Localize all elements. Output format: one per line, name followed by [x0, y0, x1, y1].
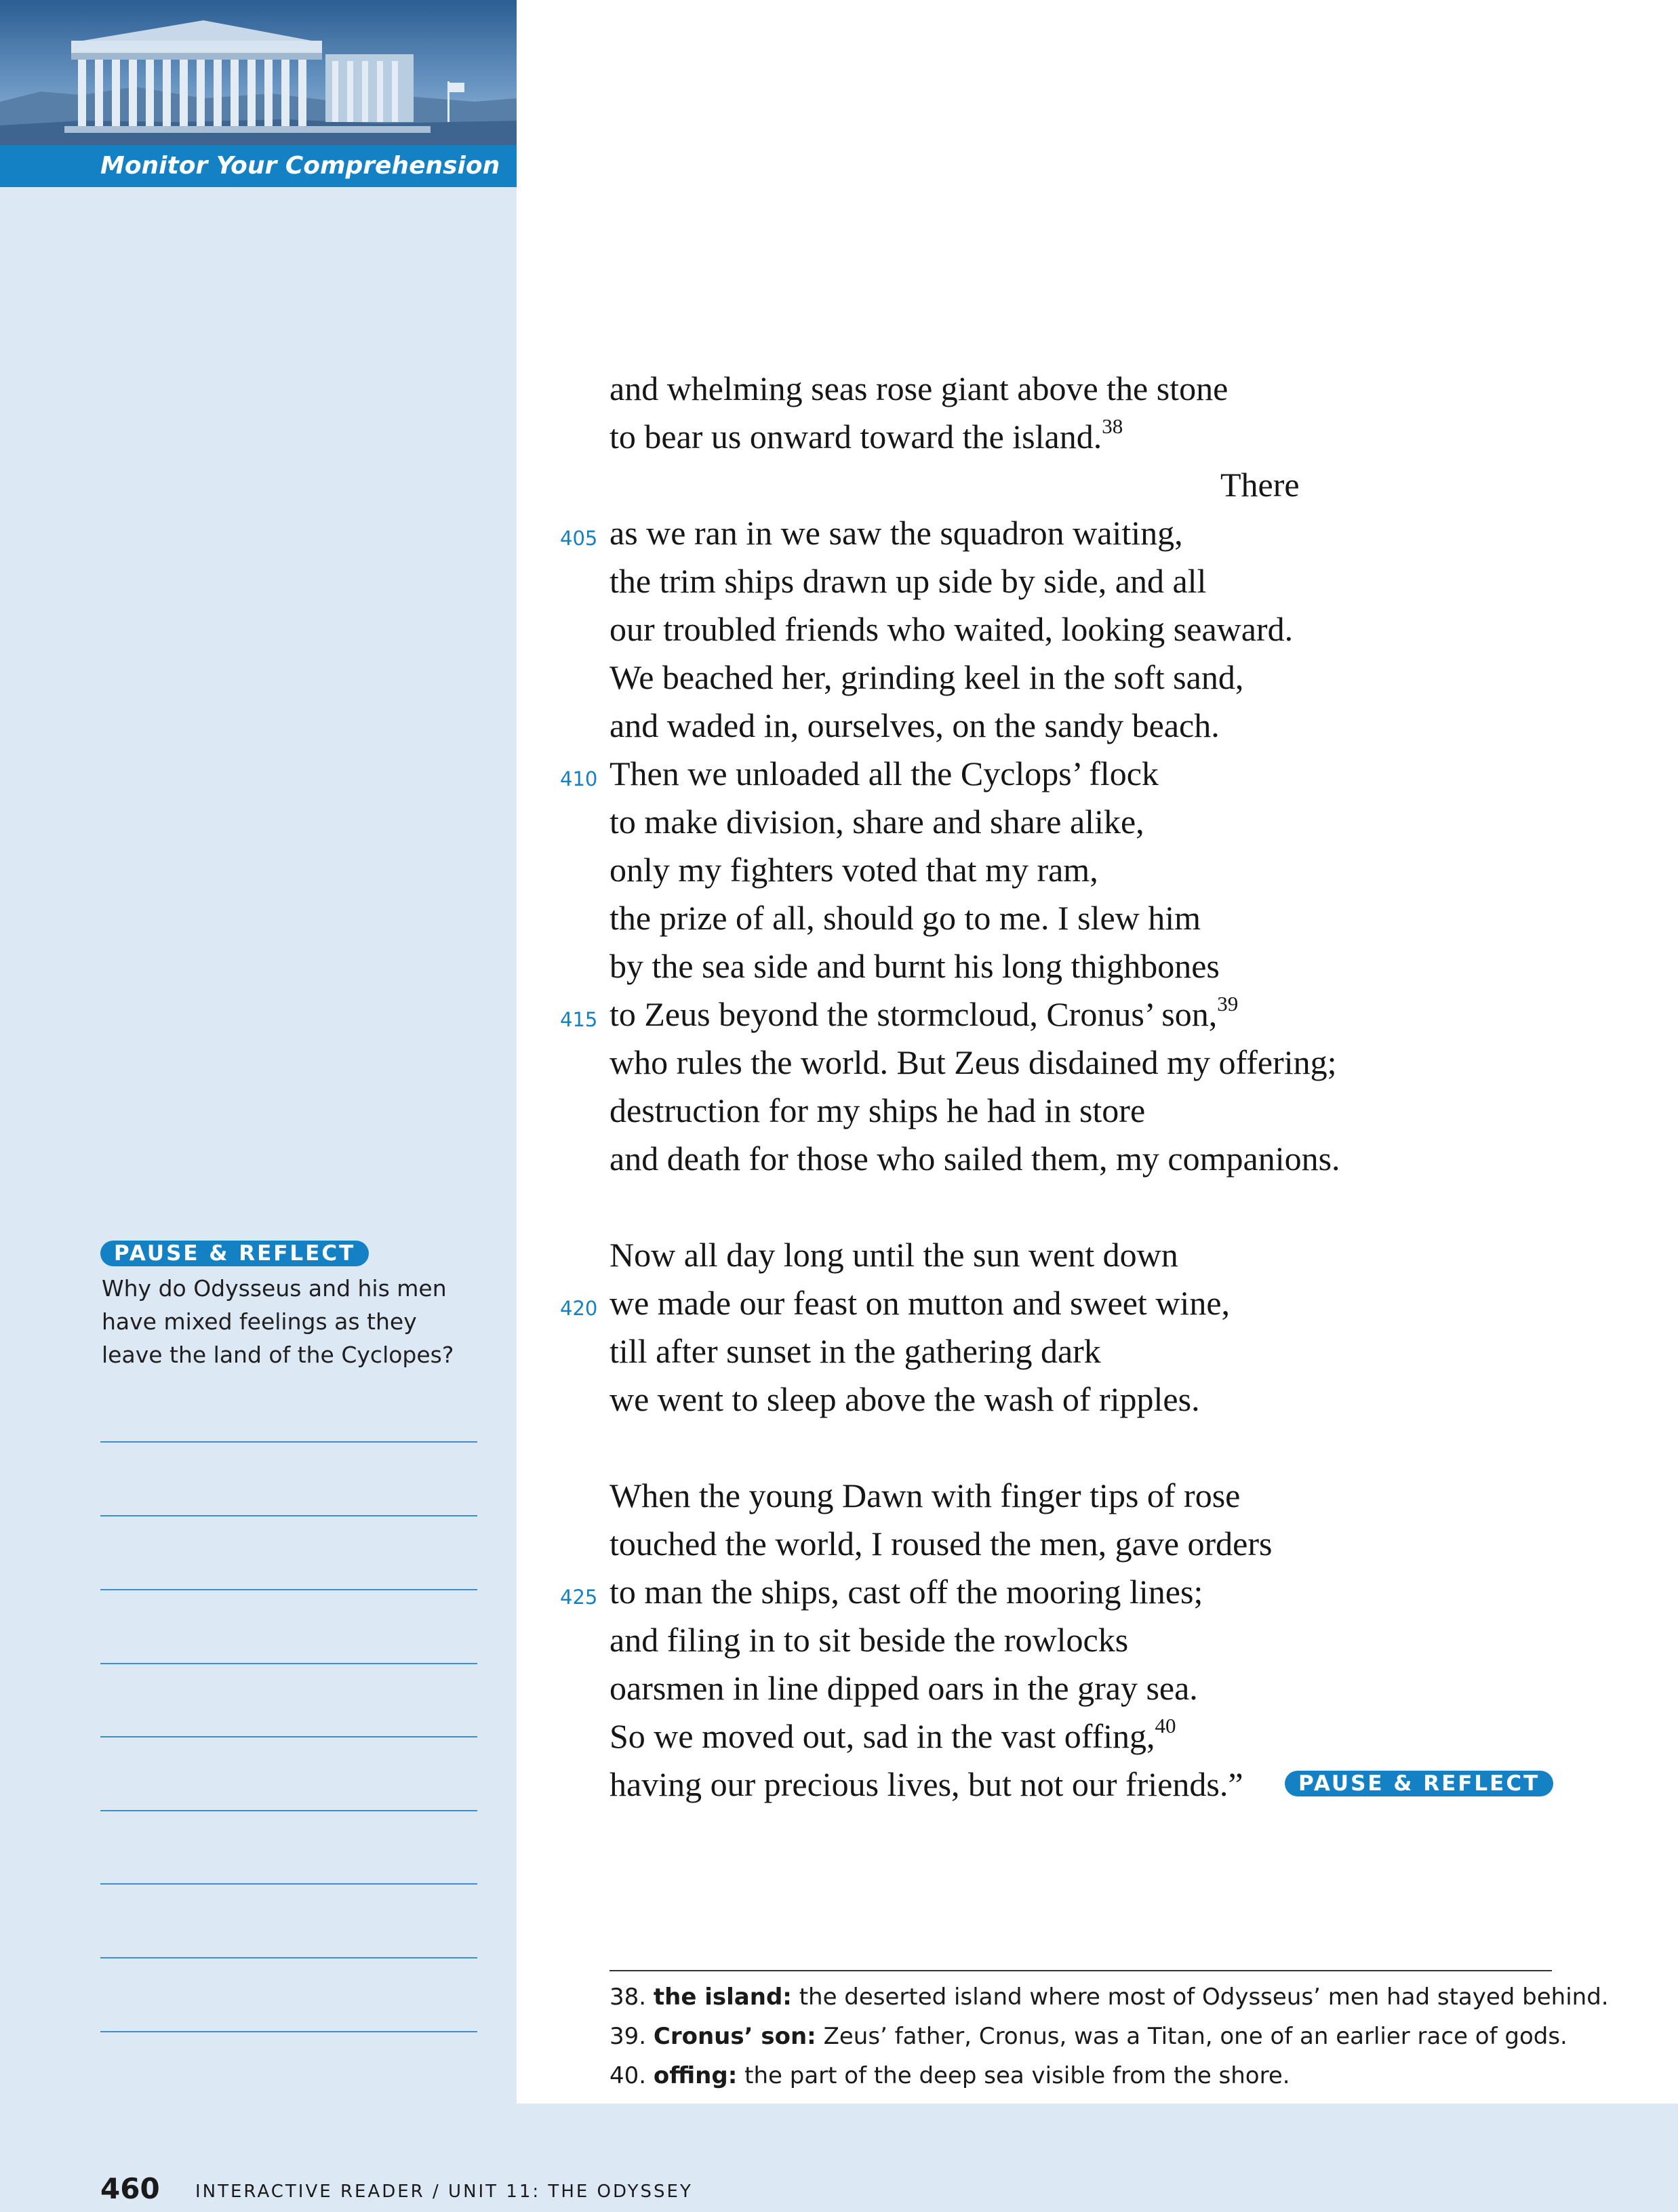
footnote-term: Cronus’ son: — [653, 2023, 816, 2050]
footnote-text: the deserted island where most of Odysseus’ men had stayed behind. — [799, 1984, 1609, 2011]
poem-line: we made our feast on mutton and sweet wine, — [610, 1284, 1231, 1322]
footnote-term: offing: — [653, 2062, 738, 2089]
running-head: INTERACTIVE READER / UNIT 11: THE ODYSSEY — [195, 2181, 693, 2202]
footnote-text: the part of the deep sea visible from the shore. — [744, 2062, 1290, 2089]
answer-line[interactable] — [100, 1736, 477, 1737]
poem-line: our troubled friends who waited, looking seaward. — [610, 610, 1294, 648]
poem-line-text: to bear us onward toward the island. — [610, 418, 1102, 456]
poem-line: and whelming seas rose giant above the stone — [610, 369, 1228, 407]
answer-line[interactable] — [100, 1589, 477, 1590]
poem-line: There — [1220, 466, 1300, 504]
parthenon-photo — [0, 0, 517, 145]
poem-line: by the sea side and burnt his long thighbones — [610, 947, 1220, 985]
poem-line: we went to sleep above the wash of ripples. — [610, 1380, 1200, 1418]
reflect-question: Why do Odysseus and his men have mixed feelings as they leave the land of the Cyclopes? — [102, 1275, 454, 1368]
poem-line-text: to Zeus beyond the stormcloud, Cronus’ son, — [610, 995, 1218, 1033]
poem-line: We beached her, grinding keel in the soft sand, — [610, 658, 1244, 696]
line-number: 405 — [560, 527, 598, 550]
footnote-term: the island: — [653, 1984, 792, 2011]
pause-reflect-marker: PAUSE & REFLECT — [1285, 1771, 1553, 1796]
answer-line[interactable] — [100, 1957, 477, 1958]
poem-line — [610, 1712, 1176, 1761]
line-number: 420 — [560, 1297, 598, 1320]
poem-line — [610, 413, 1123, 461]
poem-line: who rules the world. But Zeus disdained my offering; — [610, 1043, 1337, 1081]
footnote-ref: 38 — [1102, 414, 1123, 438]
poem-line: the trim ships drawn up side by side, and all — [610, 562, 1207, 600]
poem-line: destruction for my ships he had in store — [610, 1091, 1146, 1129]
footnote-ref: 40 — [1155, 1714, 1176, 1737]
poem-line: oarsmen in line dipped oars in the gray sea. — [610, 1669, 1198, 1707]
poem-line: Now all day long until the sun went down — [610, 1236, 1178, 1274]
poem-line: and filing in to sit beside the rowlocks — [610, 1621, 1129, 1659]
poem-line: having our precious lives, but not our friends.” — [610, 1765, 1243, 1803]
footnote — [610, 2019, 1567, 2054]
poem-line: only my fighters voted that my ram, — [610, 851, 1098, 889]
sidebar — [0, 0, 517, 2212]
poem-line: and waded in, ourselves, on the sandy beach. — [610, 706, 1220, 744]
poem-line: to man the ships, cast off the mooring lines; — [610, 1573, 1203, 1611]
footnote-number: 39. — [610, 2023, 647, 2050]
answer-line[interactable] — [100, 1810, 477, 1811]
footnote-number: 38. — [610, 1984, 647, 2011]
poem-line-text: So we moved out, sad in the vast offing, — [610, 1717, 1155, 1755]
line-number: 415 — [560, 1008, 598, 1031]
line-number: 425 — [560, 1586, 598, 1609]
page-number: 460 — [100, 2172, 160, 2205]
footnote-number: 40. — [610, 2062, 647, 2089]
footnote-divider — [610, 1970, 1552, 1971]
footnote — [610, 1979, 1609, 2015]
answer-line[interactable] — [100, 1883, 477, 1885]
footnote-ref: 39 — [1217, 992, 1239, 1015]
line-number: 410 — [560, 767, 598, 790]
pause-reflect-badge: PAUSE & REFLECT — [100, 1241, 369, 1266]
answer-line[interactable] — [100, 1663, 477, 1664]
footnote-text: Zeus’ father, Cronus, was a Titan, one of an earlier race of gods. — [823, 2023, 1567, 2050]
poem-line: Then we unloaded all the Cyclops’ flock — [610, 755, 1159, 792]
sidebar-header-title: Monitor Your Comprehension — [100, 152, 500, 180]
poem-line: till after sunset in the gathering dark — [610, 1332, 1101, 1370]
answer-line[interactable] — [100, 1515, 477, 1516]
answer-line[interactable] — [100, 2031, 477, 2032]
poem-line: as we ran in we saw the squadron waiting, — [610, 514, 1183, 552]
poem-line: When the young Dawn with finger tips of rose — [610, 1476, 1241, 1514]
sidebar-header — [0, 145, 517, 187]
poem-line: the prize of all, should go to me. I slew him — [610, 899, 1201, 937]
footnote — [610, 2058, 1290, 2093]
poem-line: to make division, share and share alike, — [610, 803, 1144, 841]
poem-line: and death for those who sailed them, my companions. — [610, 1140, 1340, 1178]
poem-line: touched the world, I roused the men, gave orders — [610, 1525, 1273, 1563]
answer-line[interactable] — [100, 1441, 477, 1443]
poem-line — [610, 990, 1238, 1039]
